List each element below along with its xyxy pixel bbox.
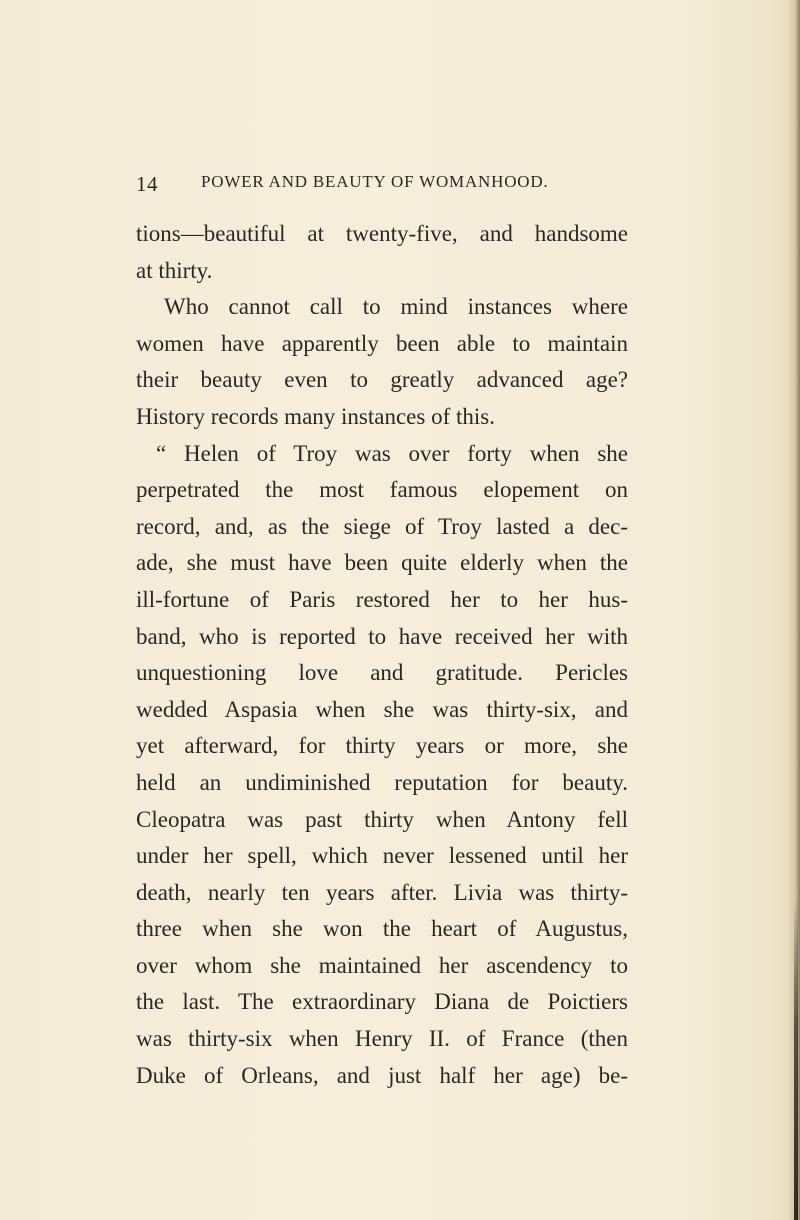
text-line: death, nearly ten years after. Livia was thirty-	[136, 879, 628, 905]
text-line: under her spell, which never lessened until her	[136, 843, 628, 869]
text-line: unquestioning love and gratitude. Pericles	[136, 660, 628, 686]
text-line: Who cannot call to mind instances where	[164, 294, 628, 320]
text-line: ade, she must have been quite elderly when the	[136, 550, 628, 576]
page-edge-line	[794, 900, 798, 1220]
text-line: three when she won the heart of Augustus,	[136, 916, 628, 942]
text-line: their beauty even to greatly advanced age?	[136, 367, 628, 393]
body-text	[136, 216, 628, 1094]
text-line: held an undiminished reputation for beauty.	[136, 769, 628, 795]
page-number: 14	[136, 172, 158, 196]
text-line: over whom she maintained her ascendency to	[136, 952, 628, 978]
text-line: “ Helen of Troy was over forty when she	[156, 440, 628, 466]
text-line: at thirty.	[136, 257, 213, 283]
text-line: tions—beautiful at twenty-five, and handsome	[136, 221, 628, 246]
running-head	[136, 172, 626, 196]
text-line: perpetrated the most famous elopement on	[136, 477, 628, 503]
text-line: the last. The extraordinary Diana de Poictiers	[136, 989, 628, 1015]
text-line: Cleopatra was past thirty when Antony fell	[136, 806, 628, 832]
running-title: POWER AND BEAUTY OF WOMANHOOD.	[201, 172, 549, 191]
text-line: History records many instances of this.	[136, 403, 495, 429]
text-line: yet afterward, for thirty years or more, she	[136, 733, 628, 759]
text-line: band, who is reported to have received her with	[136, 623, 628, 649]
text-line: record, and, as the siege of Troy lasted a dec-	[136, 513, 628, 539]
text-line: wedded Aspasia when she was thirty-six, and	[136, 696, 628, 722]
text-line: Duke of Orleans, and just half her age) be-	[136, 1062, 628, 1088]
text-line: women have apparently been able to maintain	[136, 330, 628, 356]
text-line: ill-fortune of Paris restored her to her hus-	[136, 586, 628, 612]
text-line: was thirty-six when Henry II. of France (then	[136, 1026, 628, 1052]
